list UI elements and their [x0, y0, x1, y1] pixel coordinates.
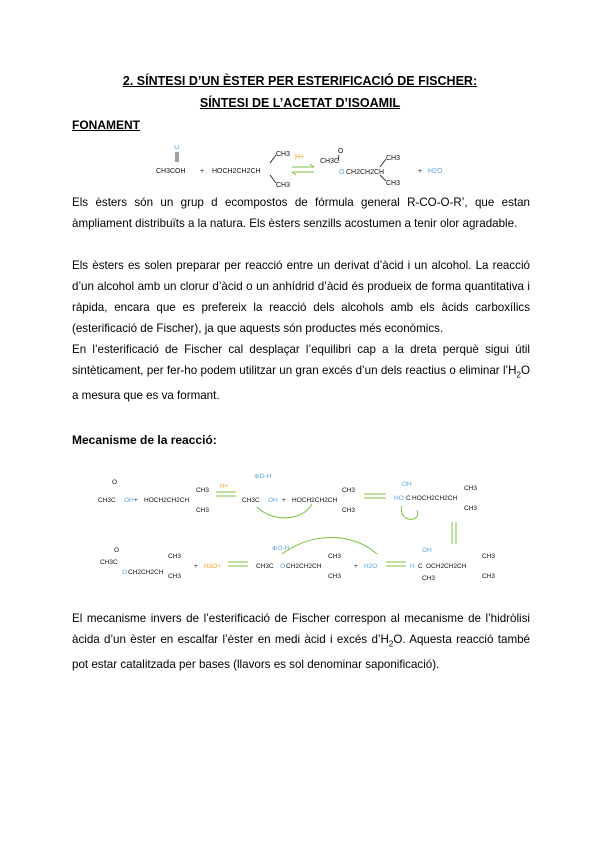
svg-text:O: O	[112, 479, 118, 486]
product-ester: CH3C	[320, 158, 340, 165]
svg-text:HOCH2CH2CH: HOCH2CH2CH	[412, 495, 458, 502]
product-water: H2O	[428, 168, 443, 175]
section-heading-fonament: FONAMENT	[72, 118, 140, 132]
svg-text:⊕O-H: ⊕O-H	[254, 473, 272, 480]
svg-text:CH3: CH3	[386, 180, 401, 187]
svg-text:CH3C: CH3C	[256, 563, 274, 570]
mech-hplus: H+	[220, 483, 229, 490]
plus-sign: +	[200, 168, 205, 175]
svg-text:CH3: CH3	[328, 573, 342, 580]
svg-text:CH3: CH3	[422, 575, 436, 582]
svg-text:O: O	[339, 169, 345, 176]
svg-text:OH: OH	[268, 497, 278, 504]
page-title-line2: SÍNTESI DE L’ACETAT D’ISOAMIL	[199, 96, 401, 110]
svg-text:CH2CH2CH: CH2CH2CH	[128, 569, 164, 576]
svg-text:O: O	[114, 547, 120, 554]
mech-protonated-acid: CH3C	[242, 497, 260, 504]
mech-product-ester: CH3C	[100, 559, 118, 566]
svg-text:HO: HO	[394, 495, 404, 502]
svg-text:CH3: CH3	[342, 507, 356, 514]
svg-text:O: O	[338, 148, 344, 155]
svg-text:CH3: CH3	[196, 487, 210, 494]
paragraph-fischer-equilibrium: En l’esterificació de Fischer cal desplaçar l’equilibri cap a la dreta perquè sigui útil sintèticament, per fer-ho podem utilitzar un gran excés d’un dels reactius o eliminar $l’H_2O$ a mesura que es va formant.	[72, 343, 530, 403]
svg-text:⊕O-H: ⊕O-H	[272, 545, 290, 552]
svg-text:+: +	[354, 563, 358, 570]
reactant-acid: CH3COH	[156, 168, 186, 175]
svg-text:CH3: CH3	[342, 487, 356, 494]
mech-h3o: H3O+	[204, 563, 222, 570]
svg-text:CH3: CH3	[464, 505, 478, 512]
svg-text:OCH2CH2CH: OCH2CH2CH	[426, 563, 467, 570]
svg-text:O: O	[280, 563, 286, 570]
mech-acid: CH3C	[98, 497, 116, 504]
svg-text:CH3: CH3	[168, 553, 182, 560]
svg-text:CH3: CH3	[196, 507, 210, 514]
mech-water: H2O	[364, 563, 378, 570]
svg-text:CH2CH2CH: CH2CH2CH	[346, 169, 385, 176]
catalyst-hplus: H+	[295, 154, 305, 161]
svg-text:+: +	[282, 497, 286, 504]
svg-text:O: O	[174, 145, 180, 151]
reactant-alcohol: HOCH2CH2CH	[212, 168, 261, 175]
svg-text:C: C	[418, 563, 423, 570]
fischer-reaction-scheme	[150, 145, 460, 195]
svg-text:OH: OH	[124, 497, 134, 504]
svg-text:CH3: CH3	[276, 182, 291, 189]
plus-sign-2: +	[418, 168, 423, 175]
svg-text:CH3: CH3	[168, 573, 182, 580]
paragraph-inverse-mechanism: El mecanisme invers de l’esterificació de Fischer correspon al mecanisme de l’hidròlisi àcida d’un èster en escalfar l’èster en medi àcid i excés $d’H_2O$. Aquesta reacció també pot estar catalitzada per bases (llavors es sol denominar saponificació).	[72, 612, 530, 672]
svg-text:CH3: CH3	[276, 151, 291, 158]
mech-alcohol: HOCH2CH2CH	[144, 497, 190, 504]
svg-text:+: +	[134, 497, 138, 504]
svg-text:H: H	[410, 563, 415, 570]
paragraph-esters-preparation: Els èsters es solen preparar per reacció entre un derivat d’àcid i un alcohol. La reacció d’un alcohol amb un clorur d’àcid o un anhídrid d’àcid és produeix de forma quantitativa i ràpida, encara que es prefereix la reacció dels alcohols amb els àcids carboxílics (esterificació de Fischer), ja que aquests són productes més econòmics.	[72, 259, 530, 335]
page-title-line1: 2. SÍNTESI D’UN ÈSTER PER ESTERIFICACIÓ DE FISCHER:	[122, 74, 478, 88]
svg-text:OH: OH	[402, 481, 412, 488]
svg-text:CH3: CH3	[482, 553, 496, 560]
svg-text:CH3: CH3	[386, 155, 401, 162]
svg-text:CH2CH2CH: CH2CH2CH	[286, 563, 322, 570]
svg-text:C: C	[406, 495, 411, 502]
svg-text:OH: OH	[422, 547, 432, 554]
svg-text:CH3: CH3	[482, 573, 496, 580]
mechanism-scheme	[92, 462, 512, 592]
svg-text:CH3: CH3	[328, 553, 342, 560]
svg-text:O: O	[122, 569, 128, 576]
svg-text:CH3: CH3	[464, 485, 478, 492]
section-heading-mecanisme: Mecanisme de la reacció:	[72, 433, 217, 447]
svg-text:HOCH2CH2CH: HOCH2CH2CH	[292, 497, 338, 504]
svg-text:+: +	[194, 563, 198, 570]
paragraph-esters-intro: Els èsters són un grup d ecompostos de fórmula general R-CO-O-R’, que estan àmpliament distribuïts a la natura. Els èsters senzills acostumen a tenir olor agradable.	[72, 196, 530, 230]
